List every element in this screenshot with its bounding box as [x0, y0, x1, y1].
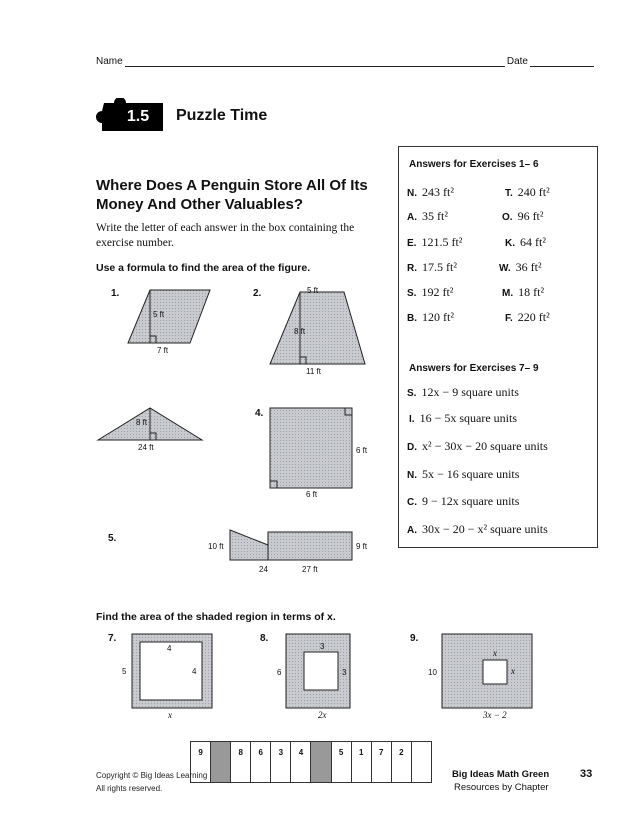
fig9-dim-bottom: 3x − 2 — [483, 710, 507, 720]
puzzle-question: Where Does A Penguin Store All Of Its Money And Other Valuables? — [96, 177, 368, 213]
fig8-label: 8. — [260, 633, 269, 644]
date-label: Date — [506, 56, 528, 67]
fig9-dim-top: x — [493, 648, 497, 658]
resources-text: Resources by Chapter — [454, 782, 549, 793]
parallelogram-shape — [128, 290, 210, 343]
fig2-dim-base: 11 ft — [306, 367, 321, 376]
fig2-dim-top: 5 ft — [307, 286, 319, 295]
answer-item: O. 96 ft² — [502, 209, 544, 223]
answer-box[interactable]: 2 — [392, 741, 412, 783]
copyright-text: Copyright © Big Ideas Learning — [96, 771, 208, 780]
answer-item: N. 5x − 16 square units — [407, 467, 520, 481]
answer-item: K. 64 ft² — [505, 235, 546, 249]
answer-item: A. 30x − 20 − x² square units — [407, 522, 548, 536]
fig5-dim-bottom-left: 24 — [259, 565, 268, 574]
fig8-dim-right: 3 — [342, 668, 347, 677]
fig1-label: 1. — [111, 288, 120, 299]
answer-item: S. 192 ft² — [407, 285, 454, 299]
formula-prompt: Use a formula to find the area of the figure. — [96, 262, 311, 274]
answer-box[interactable]: 7 — [372, 741, 392, 783]
fig9-dim-inner: x — [511, 666, 515, 676]
fig2-dim-height: 8 ft — [294, 327, 306, 336]
composite-rectangle — [268, 532, 352, 560]
answer-box[interactable]: 9 — [190, 741, 211, 783]
fig2-label: 2. — [253, 288, 262, 299]
answer-item: R. 17.5 ft² — [407, 260, 457, 274]
answer-item: T. 240 ft² — [505, 185, 550, 199]
trapezoid-shape — [270, 292, 365, 364]
composite-triangle — [230, 530, 268, 560]
fig5-dim-right: 9 ft — [356, 542, 368, 551]
fig1-dim-height: 5 ft — [153, 310, 165, 319]
name-line[interactable] — [125, 57, 505, 67]
answer-box-blank — [311, 741, 331, 783]
fig5-dim-bottom-right: 27 ft — [302, 565, 318, 574]
answer-item: S. 12x − 9 square units — [407, 385, 519, 399]
fig4-dim-side: 6 ft — [356, 446, 368, 455]
answer-box-blank — [211, 741, 231, 783]
inner-square-8 — [304, 652, 338, 690]
fig7-dim-bottom: x — [168, 710, 172, 720]
fig4-label: 4. — [255, 408, 264, 419]
name-label: Name — [96, 56, 123, 67]
answer-box[interactable] — [412, 741, 432, 783]
page-title: Puzzle Time — [176, 107, 268, 124]
date-line[interactable] — [530, 57, 594, 67]
instructions: Write the letter of each answer in the box containing the exercise number. — [96, 222, 355, 249]
answer-box[interactable]: 3 — [271, 741, 291, 783]
page-number: 33 — [580, 768, 593, 780]
answer-box[interactable]: 4 — [291, 741, 311, 783]
answer-item: I. 16 − 5x square units — [409, 411, 517, 425]
header-name-date — [96, 56, 594, 67]
fig7-dim-outer: 5 — [122, 667, 127, 676]
answer-item: B. 120 ft² — [407, 310, 454, 324]
fig3-dim-height: 8 ft — [136, 418, 148, 427]
fig7-dim-inner-side: 4 — [192, 667, 197, 676]
answers-panel — [398, 146, 598, 548]
answer-item: C. 9 − 12x square units — [407, 494, 520, 508]
answer-item: M. 18 ft² — [502, 285, 545, 299]
square-shape — [270, 408, 352, 488]
fig8-dim-bottom: 2x — [318, 710, 327, 720]
fig4-dim-base: 6 ft — [306, 490, 318, 499]
answer-item: E. 121.5 ft² — [407, 235, 463, 249]
answer-box[interactable]: 6 — [251, 741, 271, 783]
rights-text: All rights reserved. — [96, 784, 163, 793]
section-number: 1.5 — [113, 103, 163, 131]
answers1-heading: Answers for Exercises 1– 6 — [409, 159, 539, 170]
answer-box[interactable]: 1 — [352, 741, 372, 783]
fig9-dim-left: 10 — [428, 668, 437, 677]
answer-box[interactable]: 8 — [231, 741, 251, 783]
answers2-heading: Answers for Exercises 7– 9 — [409, 363, 539, 374]
fig1-dim-base: 7 ft — [157, 346, 169, 355]
fig7-dim-inner-top: 4 — [167, 644, 172, 653]
answer-item: A. 35 ft² — [407, 209, 448, 223]
fig3-dim-base: 24 ft — [138, 443, 154, 452]
shaded-prompt: Find the area of the shaded region in terms of x. — [96, 611, 336, 623]
answer-item: F. 220 ft² — [505, 310, 550, 324]
answer-box[interactable]: 5 — [332, 741, 352, 783]
fig5-label: 5. — [108, 533, 117, 544]
figures-area — [90, 280, 390, 580]
inner-square-9 — [483, 660, 507, 684]
answer-item: N. 243 ft² — [407, 185, 454, 199]
answer-item: W. 36 ft² — [499, 260, 542, 274]
fig7-label: 7. — [108, 633, 117, 644]
fig5-dim-left: 10 ft — [208, 542, 224, 551]
answer-item: D. x² − 30x − 20 square units — [407, 439, 548, 453]
fig9-label: 9. — [410, 633, 419, 644]
answer-boxes — [190, 741, 432, 783]
fig8-dim-top: 3 — [320, 642, 325, 651]
book-title: Big Ideas Math Green — [452, 769, 550, 780]
fig8-dim-left: 6 — [277, 668, 282, 677]
